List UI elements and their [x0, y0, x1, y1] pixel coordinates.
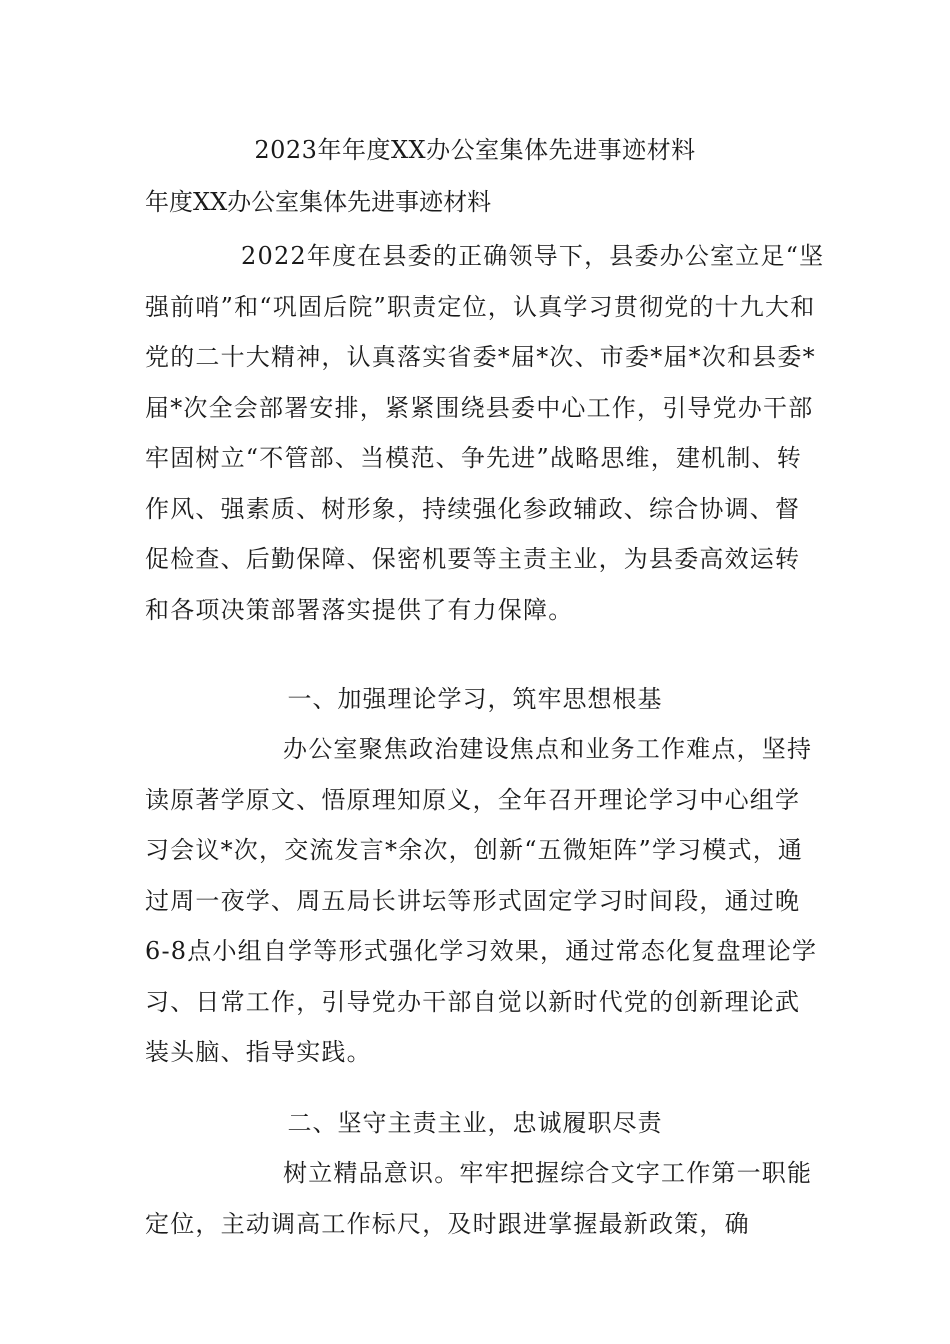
intro-paragraph: 2022年度在县委的正确领导下，县委办公室立足“坚强前哨”和“巩固后院”职责定位，认真学习贯彻党的十九大和党的二十大精神，认真落实省委*届*次、市委*届*次和县委*届*次全会部署安排，紧紧围绕县委中心工作，引导党办干部牢固树立“不管部、当模范、争先进”战略思维，建机制、转作风、强素质、树形象，持续强化参政辅政、综合协调、督促检查、后勤保障、保密机要等主责主业，为县委高效运转和各项决策部署落实提供了有力保障。	[145, 242, 825, 624]
section-heading-1: 一、加强理论学习，筑牢思想根基	[287, 685, 663, 713]
document-subtitle: 年度XX办公室集体先进事迹材料	[145, 188, 492, 216]
document-title: 2023年年度XX办公室集体先进事迹材料	[254, 136, 696, 164]
section-1-paragraph: 办公室聚焦政治建设焦点和业务工作难点，坚持读原著学原文、悟原理知原义，全年召开理论学习中心组学习会议*次，交流发言*余次，创新“五微矩阵”学习模式，通过周一夜学、周五局长讲坛等形式固定学习时间段，通过晚6-8点小组自学等形式强化学习效果，通过常态化复盘理论学习、日常工作，引导党办干部自觉以新时代党的创新理论武装头脑、指导实践。	[145, 735, 818, 1066]
section-2-paragraph: 树立精品意识。牢牢把握综合文字工作第一职能定位，主动调高工作标尺，及时跟进掌握最新政策，确	[145, 1159, 813, 1238]
section-heading-2: 二、坚守主责主业，忠诚履职尽责	[287, 1109, 663, 1137]
